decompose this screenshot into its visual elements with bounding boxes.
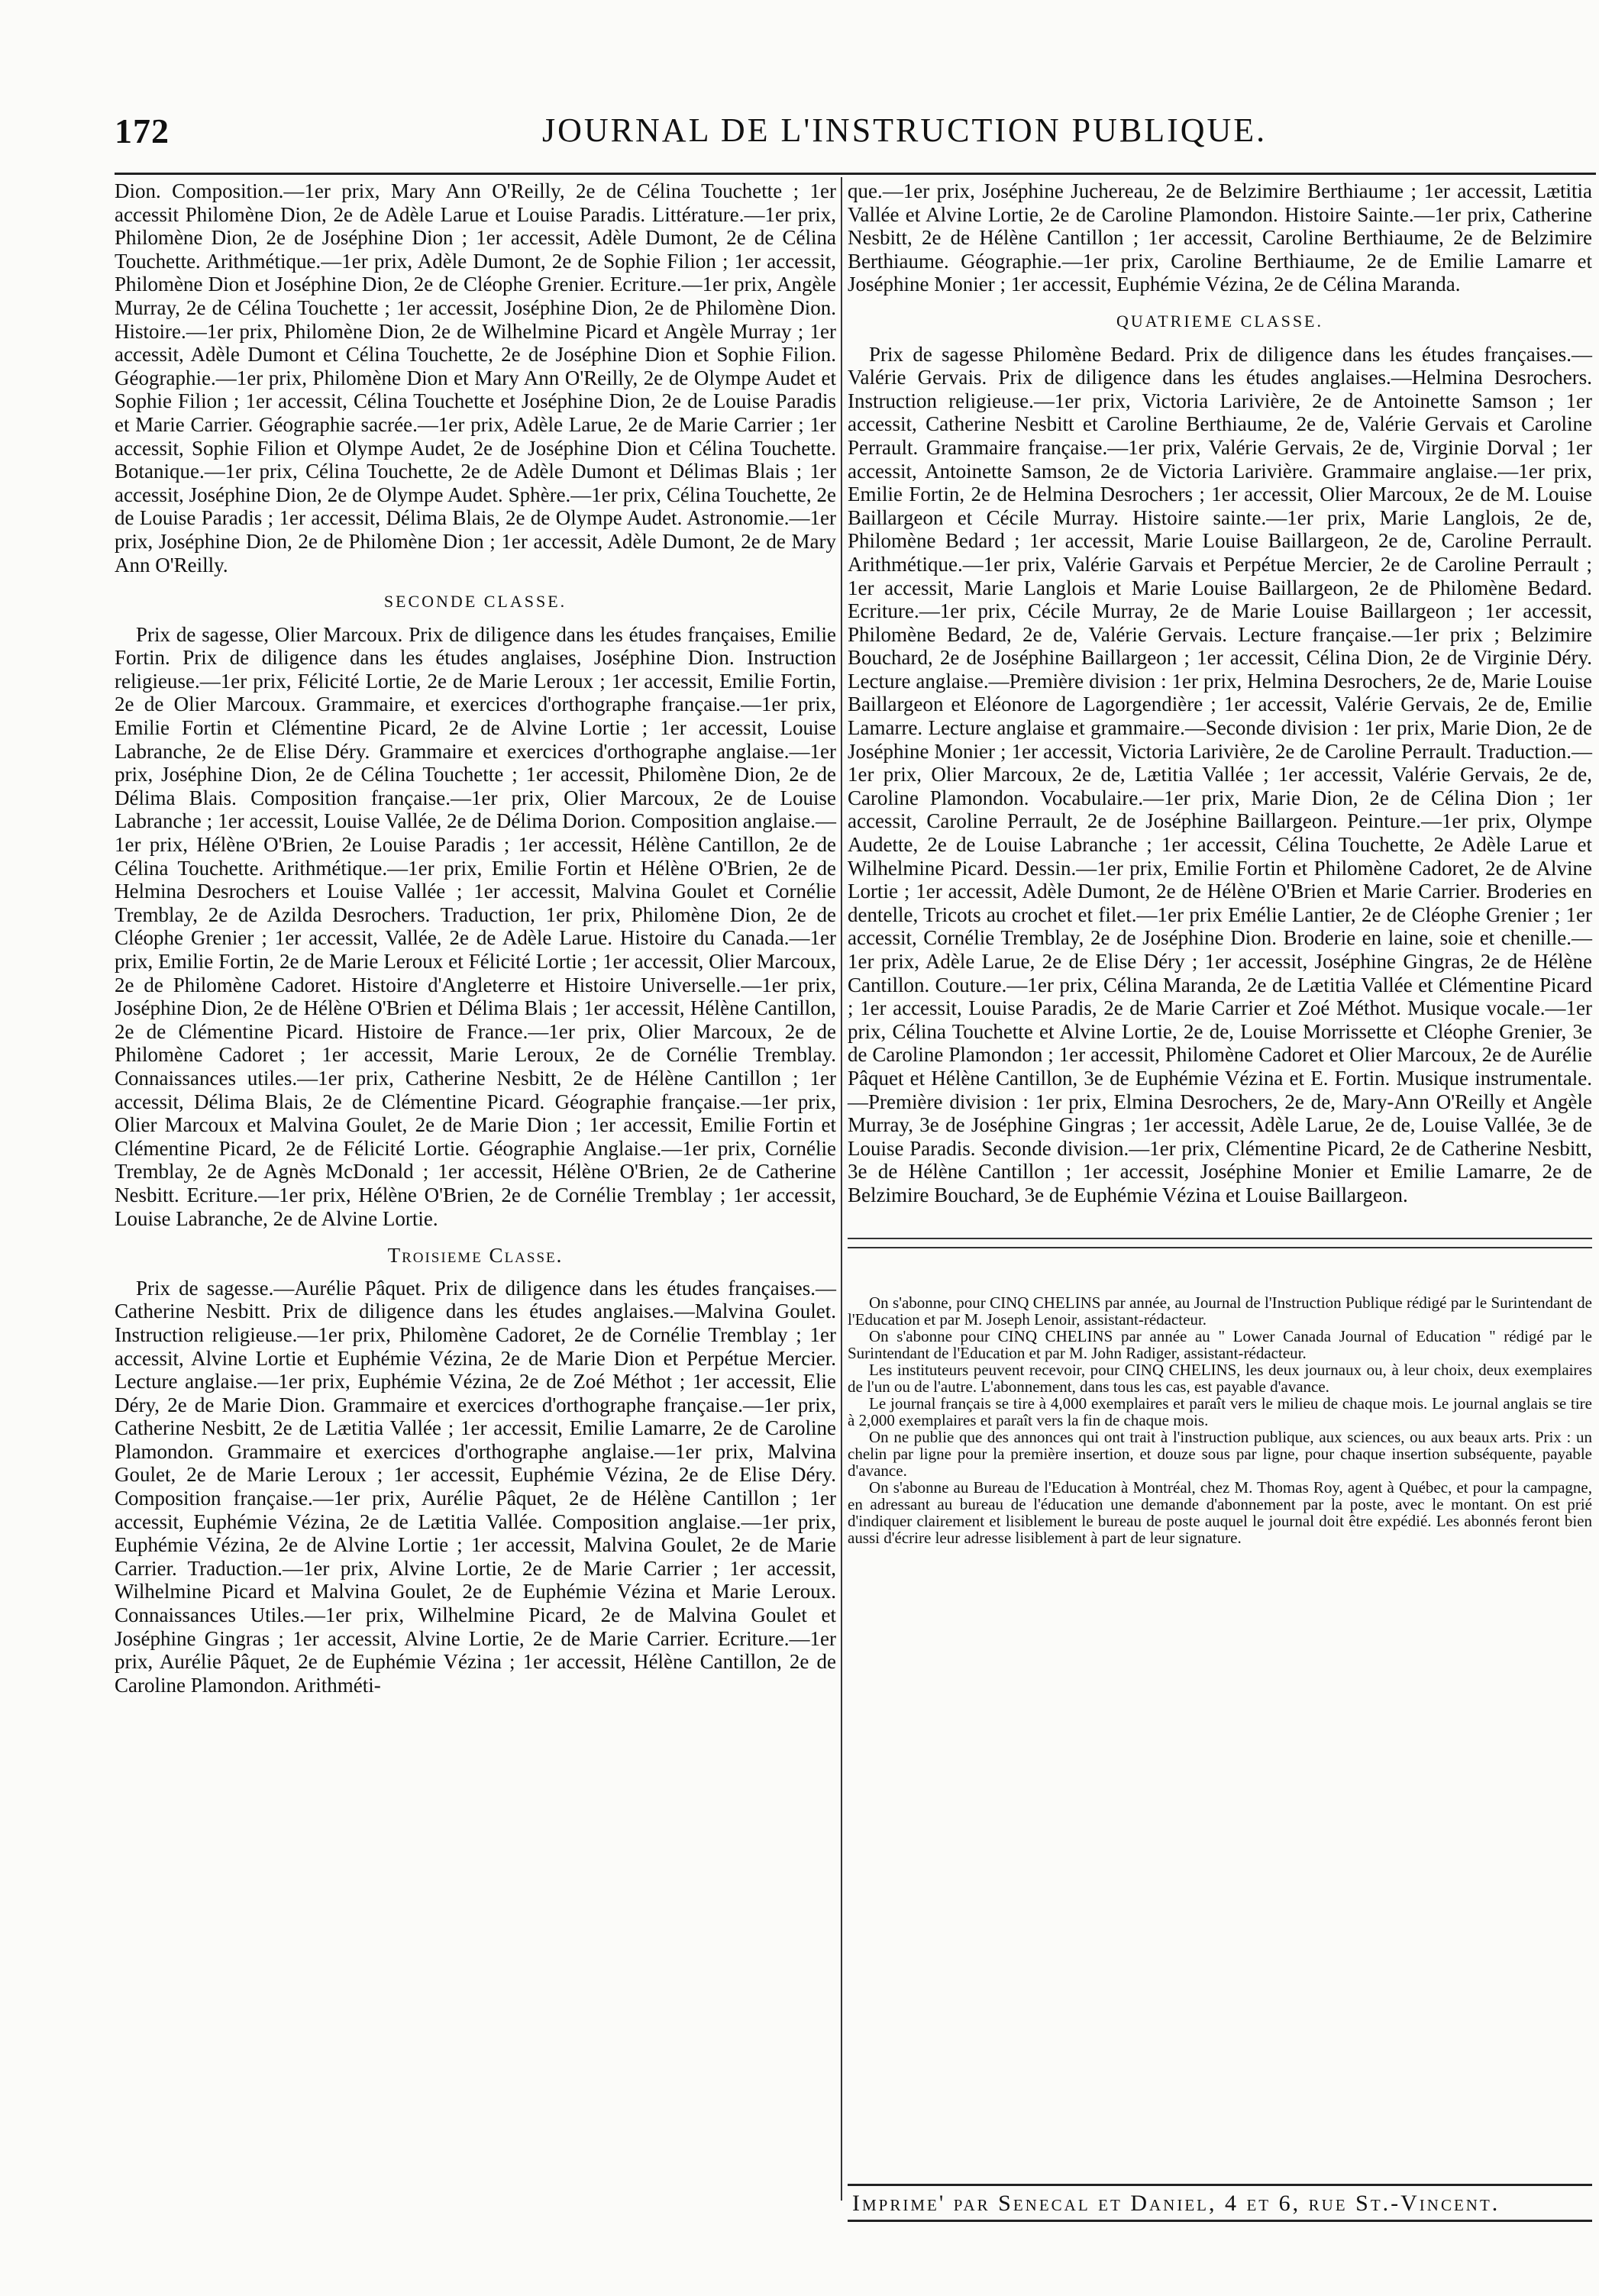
column-divider [841, 177, 842, 2201]
troisieme-classe-continued: que.—1er prix, Joséphine Juchereau, 2e de Belzimire Berthiaume ; 1er accessit, Lætitia Vallée et Alvine Lortie, 2e de Caroline Plamondon. Histoire Sainte.—1er prix, Catherine Nesbitt, 2e de Hélène Cantillon ; 1er accessit, Caroline Berthiaume, 2e de Belzimire Berthiaume. Géographie.—1er prix, Caroline Berthiaume, 2e de Emilie Lamarre et Joséphine Monier ; 1er accessit, Euphémie Vézina, 2e de Célina Maranda. [848, 179, 1592, 296]
double-rule [848, 1238, 1592, 1248]
notice-paragraph: On ne publie que des annonces qui ont trait à l'instruction publique, aux sciences, ou aux beaux arts. Prix : un chelin par ligne pour la première insertion, et douze sous par ligne, pour chaque insertion subséquente, payable d'avance. [848, 1427, 1592, 1480]
notice-paragraph: On s'abonne, pour CINQ CHELINS par année, au Journal de l'Instruction Publique rédigé par le Surintendant de l'Education et par M. Joseph Lenoir, assistant-rédacteur. [848, 1293, 1592, 1329]
notice-paragraph: On s'abonne pour CINQ CHELINS par année au " Lower Canada Journal of Education " rédigé par le Surintendant de l'Education et par M. John Radiger, assistant-rédacteur. [848, 1326, 1592, 1362]
left-column [115, 179, 836, 2296]
running-head: JOURNAL DE L'INSTRUCTION PUBLIQUE. [542, 111, 1268, 149]
header-rule [115, 173, 1596, 175]
quatrieme-classe-heading: QUATRIEME CLASSE. [1116, 311, 1323, 331]
notice-paragraph: On s'abonne au Bureau de l'Education à Montréal, chez M. Thomas Roy, agent à Québec, et pour la campagne, en adressant au bureau de l'éducation une demande d'abonnement par la poste, avec le montant. On est prié d'indiquer clairement et lisiblement le bureau de poste auquel le journal doit être expédié. Les abonnés feront bien aussi d'écrire leur adresse lisiblement à part de leur signature. [848, 1477, 1592, 1547]
seconde-classe-heading: SECONDE CLASSE. [383, 592, 567, 612]
printer-imprint: Imprime' par Senecal et Daniel, 4 et 6, rue St.-Vincent. [852, 2191, 1500, 2216]
page-number: 172 [115, 111, 170, 150]
seconde-classe-text: Prix de sagesse, Olier Marcoux. Prix de diligence dans les études françaises, Emilie Fortin. Prix de diligence dans les études anglaises, Joséphine Dion. Instruction religieuse.—1er prix, Félicité Lortie, 2e de Marie Leroux ; 1er accessit, Emilie Fortin, 2e de Olier Marcoux. Grammaire, et exercices d'orthographe française.—1er prix, Emilie Fortin et Clémentine Picard, 2e de Alvine Lortie ; 1er accessit, Louise Labranche, 2e de Elise Déry. Grammaire et exercices d'orthographe anglaise.—1er prix, Joséphine Dion, 2e de Célina Touchette ; 1er accessit, Philomène Dion, 2e de Délima Blais. Composition française.—1er prix, Olier Marcoux, 2e de Louise Labranche ; 1er accessit, Louise Vallée, 2e de Délima Dorion. Composition anglaise.—1er prix, Hélène O'Brien, 2e Louise Paradis ; 1er accessit, Hélène Cantillon, 2e de Célina Touchette. Arithmétique.—1er prix, Emilie Fortin et Hélène O'Brien, 2e de Helmina Desrochers et Louise Vallée ; 1er accessit, Malvina Goulet et Cornélie Tremblay, 2e de Azilda Desrochers. Traduction, 1er prix, Philomène Dion, 2e de Cléophe Grenier ; 1er accessit, Vallée, 2e de Adèle Larue. Histoire du Canada.—1er prix, Emilie Fortin, 2e de Marie Leroux et Félicité Lortie ; 1er accessit, Olier Marcoux, 2e de Philomène Cadoret. Histoire d'Angleterre et Histoire Universelle.—1er prix, Joséphine Dion, 2e de Hélène O'Brien et Délima Blais ; 1er accessit, Hélène Cantillon, 2e de Clémentine Picard. Histoire de France.—1er prix, Olier Marcoux, 2e de Philomène Cadoret ; 1er accessit, Marie Leroux, 2e de Cornélie Tremblay. Connaissances utiles.—1er prix, Catherine Nesbitt, 2e de Hélène Cantillon ; 1er accessit, Délima Blais, 2e de Clémentine Picard. Géographie française.—1er prix, Olier Marcoux et Malvina Goulet, 2e de Marie Dion ; 1er accessit, Emilie Fortin et Clémentine Picard, 2e de Félicité Lortie. Géographie Anglaise.—1er prix, Cornélie Tremblay, 2e de Agnès McDonald ; 1er accessit, Hélène O'Brien, 2e de Catherine Nesbitt. Ecriture.—1er prix, Hélène O'Brien, 2e de Cornélie Tremblay ; 1er accessit, Louise Labranche, 2e de Alvine Lortie. [115, 622, 836, 1230]
subscription-notice [848, 1294, 1592, 1546]
troisieme-classe-text: Prix de sagesse.—Aurélie Pâquet. Prix de diligence dans les études françaises.—Catherine Nesbitt. Prix de diligence dans les études anglaises.—Malvina Goulet. Instruction religieuse.—1er prix, Philomène Cadoret, 2e de Cornélie Tremblay ; 1er accessit, Alvine Lortie et Euphémie Vézina, 2e de Marie Dion et Perpétue Mercier. Lecture anglaise.—1er prix, Euphémie Vézina, 2e de Zoé Méthot ; 1er accessit, Elie Déry, 2e de Marie Dion. Grammaire et exercices d'orthographe française.—1er prix, Catherine Nesbitt, 2e de Lætitia Vallée ; 1er accessit, Emilie Lamarre, 2e de Caroline Plamondon. Grammaire et exercices d'orthographe anglaise.—1er prix, Malvina Goulet, 2e de Marie Leroux ; 1er accessit, Euphémie Vézina, 2e de Elise Déry. Composition française.—1er prix, Aurélie Pâquet, 2e de Hélène Cantillon ; 1er accessit, Euphémie Vézina, 2e de Lætitia Vallée. Composition anglaise.—1er prix, Euphémie Vézina, 2e de Alvine Lortie ; 1er accessit, Malvina Goulet, 2e de Marie Carrier. Traduction.—1er prix, Alvine Lortie, 2e de Marie Carrier ; 1er accessit, Wilhelmine Picard et Malvina Goulet, 2e de Euphémie Vézina et Marie Leroux. Connaissances Utiles.—1er prix, Wilhelmine Picard, 2e de Malvina Goulet et Joséphine Gingras ; 1er accessit, Alvine Lortie, 2e de Marie Carrier. Ecriture.—1er prix, Aurélie Pâquet, 2e de Euphémie Vézina ; 1er accessit, Hélène Cantillon, 2e de Caroline Plamondon. Arithméti- [115, 1276, 836, 1697]
prize-list-continued: Dion. Composition.—1er prix, Mary Ann O'Reilly, 2e de Célina Touchette ; 1er accessit Philomène Dion, 2e de Adèle Larue et Louise Paradis. Littérature.—1er prix, Philomène Dion, 2e de Joséphine Dion ; 1er accessit, Adèle Dumont, 2e de Célina Touchette. Arithmétique.—1er prix, Adèle Dumont, 2e de Sophie Filion ; 1er accessit, Philomène Dion et Joséphine Dion, 2e de Cléophe Grenier. Ecriture.—1er prix, Angèle Murray, 2e de Célina Touchette ; 1er accessit, Joséphine Dion, 2e de Philomène Dion. Histoire.—1er prix, Philomène Dion, 2e de Wilhelmine Picard et Angèle Murray ; 1er accessit, Adèle Dumont et Célina Touchette, 2e de Joséphine Dion et Sophie Filion. Géographie.—1er prix, Philomène Dion et Mary Ann O'Reilly, 2e de Olympe Audet et Sophie Filion ; 1er accessit, Célina Touchette et Joséphine Dion, 2e de Louise Paradis et Marie Carrier. Géographie sacrée.—1er prix, Adèle Larue, 2e de Marie Carrier ; 1er accessit, Sophie Filion et Olympe Audet, 2e de Joséphine Dion et Célina Touchette. Botanique.—1er prix, Célina Touchette, 2e de Adèle Dumont et Délimas Blais ; 1er accessit, Joséphine Dion, 2e de Olympe Audet. Sphère.—1er prix, Célina Touchette, 2e de Louise Paradis ; 1er accessit, Délima Blais, 2e de Olympe Audet. Astronomie.—1er prix, Joséphine Dion, 2e de Philomène Dion ; 1er accessit, Adèle Dumont, 2e de Mary Ann O'Reilly. [115, 179, 836, 576]
notice-paragraph: Les instituteurs peuvent recevoir, pour CINQ CHELINS, les deux journaux ou, à leur choix, deux exemplaires de l'un ou de l'autre. L'abonnement, dans tous les cas, est payable d'avance. [848, 1360, 1592, 1396]
imprint-box [848, 2184, 1592, 2222]
page-header [115, 111, 1596, 164]
troisieme-classe-heading: Troisieme Classe. [387, 1244, 564, 1267]
notice-paragraph: Le journal français se tire à 4,000 exemplaires et paraît vers le milieu de chaque mois. Le journal anglais se tire à 2,000 exemplaires et paraît vers la fin de chaque mois. [848, 1393, 1592, 1429]
quatrieme-classe-text: Prix de sagesse Philomène Bedard. Prix de diligence dans les études françaises.—Valérie Gervais. Prix de diligence dans les études anglaises.—Helmina Desrochers. Instruction religieuse.—1er prix, Victoria Larivière, 2e de Antoinette Samson ; 1er accessit, Catherine Nesbitt et Caroline Berthiaume, 2e de, Valérie Gervais et Caroline Perrault. Grammaire française.—1er prix, Valérie Gervais, 2e de, Virginie Dorval ; 1er accessit, Antoinette Samson, 2e de Victoria Larivière. Grammaire anglaise.—1er prix, Emilie Fortin, 2e de Helmina Desrochers ; 1er accessit, Olier Marcoux, 2e de M. Louise Baillargeon et Cécile Murray. Histoire sainte.—1er prix, Marie Langlois, 2e de, Philomène Bedard ; 1er accessit, Marie Louise Baillargeon, 2e de, Caroline Perrault. Arithmétique.—1er prix, Valérie Garvais et Perpétue Mercier, 2e de Caroline Perrault ; 1er accessit, Marie Langlois et Marie Louise Baillargeon, 2e de Philomène Bedard. Ecriture.—1er prix, Cécile Murray, 2e de Marie Louise Baillargeon ; 1er accessit, Philomène Bedard, 2e de, Valérie Gervais. Lecture française.—1er prix ; Belzimire Bouchard, 2e de Joséphine Baillargeon ; 1er accessit, Célina Dion, 2e de Virginie Déry. Lecture anglaise.—Première division : 1er prix, Helmina Desrochers, 2e de, Marie Louise Baillargeon et Eléonore de Lagorgendière ; 1er accessit, Valérie Gervais, 2e de, Emilie Lamarre. Lecture anglaise et grammaire.—Seconde division : 1er prix, Marie Dion, 2e de Joséphine Monier ; 1er accessit, Victoria Larivière, 2e de Caroline Perrault. Traduction.—1er prix, Olier Marcoux, 2e de, Lætitia Vallée ; 1er accessit, Valérie Gervais, 2e de, Caroline Plamondon. Vocabulaire.—1er prix, Marie Dion, 2e de Célina Dion ; 1er accessit, Caroline Perrault, 2e de Joséphine Baillargeon. Peinture.—1er prix, Olympe Audette, 2e de Louise Labranche ; 1er accessit, Célina Touchette, 2e Adèle Larue et Wilhelmine Picard. Dessin.—1er prix, Emilie Fortin et Philomène Cadoret, 2e de Alvine Lortie ; 1er accessit, Adèle Dumont, 2e de Hélène O'Brien et Marie Carrier. Broderies en dentelle, Tricots au crochet et filet.—1er prix Emélie Lantier, 2e de Cléophe Grenier ; 1er accessit, Cornélie Tremblay, 2e de Joséphine Dion. Broderie en laine, soie et chenille.—1er prix, Adèle Larue, 2e de Elise Déry ; 1er accessit, Joséphine Gingras, 2e de Hélène Cantillon. Couture.—1er prix, Célina Maranda, 2e de Lætitia Vallée et Clémentine Picard ; 1er accessit, Louise Paradis, 2e de Marie Carrier et Zoé Méthot. Musique vocale.—1er prix, Célina Touchette et Alvine Lortie, 2e de, Louise Morrissette et Cléophe Grenier, 3e de Caroline Plamondon ; 1er accessit, Philomène Cadoret et Olier Marcoux, 2e de Aurélie Pâquet et Hélène Cantillon, 3e de Euphémie Vézina et E. Fortin. Musique instrumentale.—Première division : 1er prix, Elmina Desrochers, 2e de, Mary-Ann O'Reilly et Angèle Murray, 3e de Joséphine Gingras ; 1er accessit, Adèle Larue, 2e de, Louise Vallée, 3e de Louise Paradis. Seconde division.—1er prix, Clémentine Picard, 2e de Catherine Nesbitt, 3e de Hélène Cantillon ; 1er accessit, Joséphine Monier et Emilie Lamarre, 2e de Belzimire Bouchard, 3e de Euphémie Vézina et Louise Baillargeon. [848, 342, 1592, 1206]
right-column [848, 179, 1592, 2296]
